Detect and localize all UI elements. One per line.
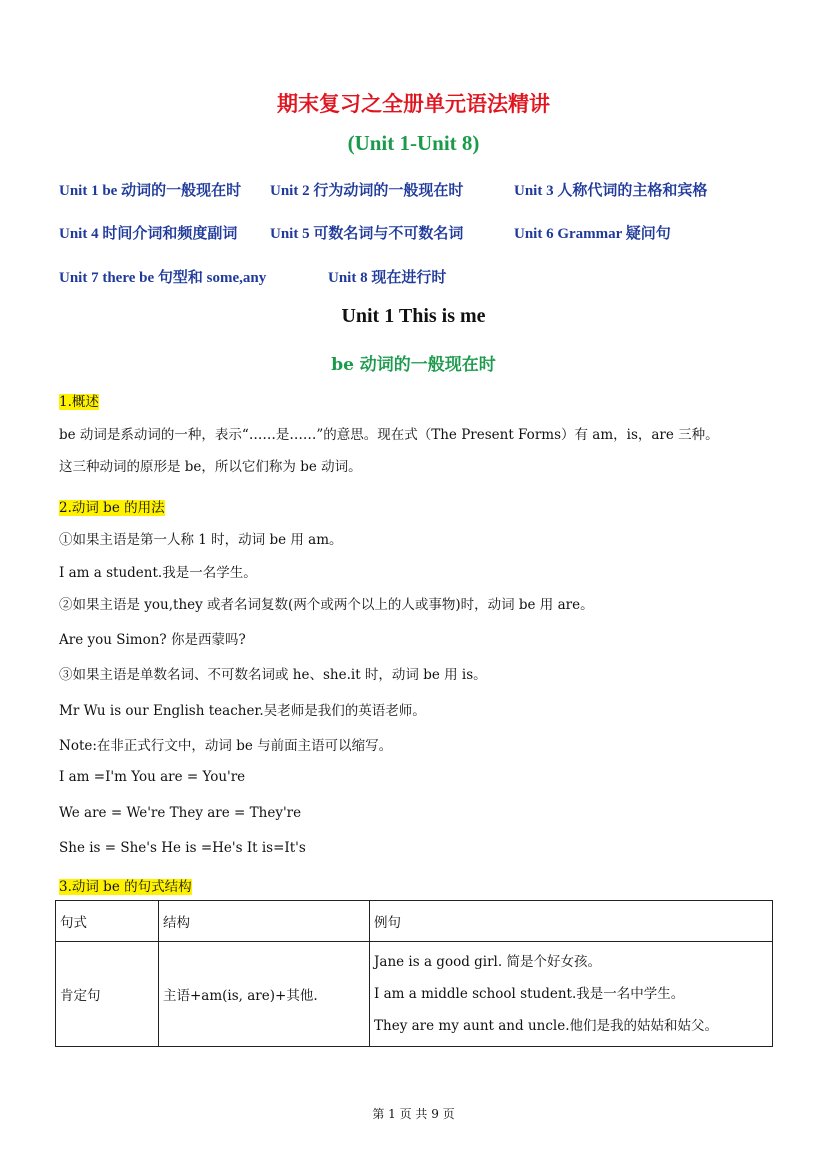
example-sentence: Jane is a good girl. 简是个好女孩。	[374, 954, 601, 970]
toc-link-unit-3[interactable]: Unit 3 人称代词的主格和宾格	[514, 183, 708, 199]
paragraph: 这三种动词的原形是 be，所以它们称为 be 动词。	[59, 459, 362, 475]
heading-structure-text: 3.动词 be 的句式结构	[59, 879, 192, 895]
toc-link-unit-4[interactable]: Unit 4 时间介词和频度副词	[59, 226, 238, 242]
contraction-2: We are = We're They are = They're	[59, 805, 302, 821]
table-row	[56, 942, 773, 1047]
heading-usage-text: 2.动词 be 的用法	[59, 500, 165, 516]
example-2: Are you Simon? 你是西蒙吗?	[59, 632, 246, 648]
rule-2: ②如果主语是 you,they 或者名词复数(两个或两个以上的人或事物)时，动词 be 用 are。	[59, 597, 594, 613]
heading-overview	[59, 390, 99, 410]
table-header-row	[56, 901, 773, 942]
toc-link-unit-5[interactable]: Unit 5 可数名词与不可数名词	[270, 226, 464, 242]
table-cell-structure: 主语+am(is, are)+其他.	[159, 942, 370, 1047]
paragraph: be 动词是系动词的一种，表示“……是……”的意思。现在式（The Present Forms）有 am，is，are 三种。	[59, 427, 719, 443]
document-subtitle: (Unit 1-Unit 8)	[347, 131, 480, 155]
rule-1: ①如果主语是第一人称 1 时，动词 be 用 am。	[59, 532, 343, 548]
rule-3: ③如果主语是单数名词、不可数名词或 he、she.it 时，动词 be 用 is。	[59, 667, 487, 683]
table-cell-examples	[370, 942, 773, 1047]
section-title: be 动词的一般现在时	[331, 355, 496, 375]
example-sentence: They are my aunt and uncle.他们是我的姑姑和姑父。	[374, 1018, 718, 1034]
grammar-table	[55, 900, 773, 1047]
toc-link-unit-2[interactable]: Unit 2 行为动词的一般现在时	[270, 183, 464, 199]
toc-link-unit-7[interactable]: Unit 7 there be 句型和 some,any	[59, 270, 267, 286]
heading-usage	[59, 496, 165, 516]
toc-link-unit-8[interactable]: Unit 8 现在进行时	[328, 270, 447, 286]
table-cell-type: 肯定句	[56, 942, 159, 1047]
table-header-cell: 例句	[370, 901, 773, 942]
contraction-3: She is = She's He is =He's It is=It's	[59, 840, 306, 856]
toc-link-unit-6[interactable]: Unit 6 Grammar 疑问句	[514, 226, 671, 242]
contraction-1: I am =I'm You are = You're	[59, 769, 246, 785]
document-title: 期末复习之全册单元语法精讲	[277, 91, 550, 116]
heading-structure	[59, 875, 192, 895]
table-header-cell: 结构	[159, 901, 370, 942]
example-3: Mr Wu is our English teacher.吴老师是我们的英语老师。	[59, 703, 426, 719]
example-sentence: I am a middle school student.我是一名中学生。	[374, 986, 685, 1002]
page-footer: 第 1 页 共 9 页	[372, 1107, 455, 1121]
toc-link-unit-1[interactable]: Unit 1 be 动词的一般现在时	[59, 183, 242, 199]
table-header-cell: 句式	[56, 901, 159, 942]
heading-overview-text: 1.概述	[59, 394, 99, 410]
unit-title: Unit 1 This is me	[341, 305, 486, 327]
note: Note:在非正式行文中，动词 be 与前面主语可以缩写。	[59, 738, 393, 754]
example-1: I am a student.我是一名学生。	[59, 565, 257, 581]
